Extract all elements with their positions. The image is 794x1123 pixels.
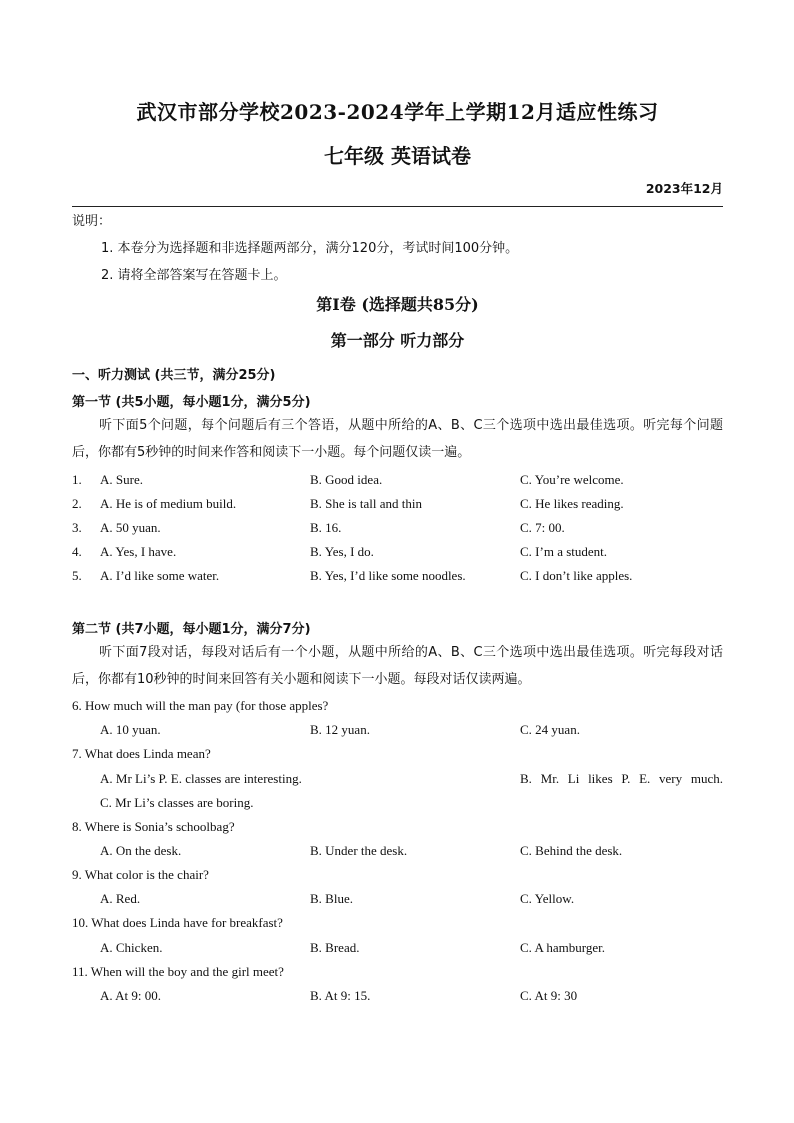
option-a: A. 10 yuan. bbox=[100, 722, 161, 737]
exam-title: 武汉市部分学校2023-2024学年上学期12月适应性练习 bbox=[136, 100, 659, 124]
question-7-options bbox=[72, 771, 723, 791]
option-a: A. 50 yuan. bbox=[100, 520, 161, 535]
sub-section-1-instructions: 听下面5个问题，每个问题后有三个答语，从题中所给的A、B、C三个选项中选出最佳选项。听完每个问题后，你都有5秒钟的时间来作答和阅读下一小题。每个问题仅读一遍。 bbox=[72, 418, 723, 460]
option-c: C. At 9: 30 bbox=[520, 988, 578, 1003]
question-11-text: 11. When will the boy and the girl meet? bbox=[72, 964, 284, 979]
exam-subtitle: 七年级 英语试卷 bbox=[324, 144, 471, 168]
option-a: A. Yes, I have. bbox=[100, 544, 177, 559]
question-7-text: 7. What does Linda mean? bbox=[72, 746, 211, 761]
option-b: B. 16. bbox=[310, 520, 342, 535]
option-a: A. Sure. bbox=[100, 472, 143, 487]
option-a: A. He is of medium build. bbox=[100, 496, 237, 511]
sub-section-1-heading: 第一节 (共5小题，每小题1分，满分5分) bbox=[72, 395, 311, 410]
exam-date: 2023年12月 bbox=[645, 181, 723, 196]
option-c: C. Mr Li’s classes are boring. bbox=[100, 795, 254, 810]
section-one-heading: 一、听力测试 (共三节，满分25分) bbox=[72, 368, 276, 383]
part-heading: 第一部分 听力部分 bbox=[330, 331, 465, 350]
option-b: B. Mr. Li likes P. E. very much. bbox=[520, 771, 723, 786]
question-10-text: 10. What does Linda have for breakfast? bbox=[72, 915, 283, 930]
question-7-options-cont bbox=[72, 795, 723, 815]
option-c: C. 7: 00. bbox=[520, 520, 565, 535]
sub-section-2-heading: 第二节 (共7小题，每小题1分，满分7分) bbox=[72, 622, 311, 637]
question-8-options bbox=[72, 843, 723, 863]
instruction-item-2: 2. 请将全部答案写在答题卡上。 bbox=[101, 268, 287, 283]
option-a: A. Mr Li’s P. E. classes are interesting. bbox=[100, 771, 302, 786]
question-row bbox=[72, 568, 723, 588]
option-b: B. Bread. bbox=[310, 940, 360, 955]
question-9-options bbox=[72, 891, 723, 911]
question-row bbox=[72, 496, 723, 516]
option-a: A. On the desk. bbox=[100, 843, 182, 858]
question-9-text: 9. What color is the chair? bbox=[72, 867, 209, 882]
question-8-text: 8. Where is Sonia’s schoolbag? bbox=[72, 819, 235, 834]
question-10-options bbox=[72, 940, 723, 960]
option-c: C. I’m a student. bbox=[520, 544, 608, 559]
option-c: C. You’re welcome. bbox=[520, 472, 624, 487]
header-divider bbox=[72, 206, 723, 207]
option-b: B. Good idea. bbox=[310, 472, 383, 487]
option-b: B. Blue. bbox=[310, 891, 353, 906]
question-number: 2. bbox=[72, 496, 82, 511]
sub-section-2-instructions: 听下面7段对话，每段对话后有一个小题，从题中所给的A、B、C三个选项中选出最佳选项。听完每段对话后，你都有10秒钟的时间来回答有关小题和阅读下一小题。每段对话仅读两遍。 bbox=[72, 645, 723, 687]
question-number: 5. bbox=[72, 568, 82, 583]
question-row bbox=[72, 520, 723, 540]
option-c: C. Behind the desk. bbox=[520, 843, 623, 858]
question-number: 4. bbox=[72, 544, 82, 559]
option-c: C. He likes reading. bbox=[520, 496, 624, 511]
option-a: A. Chicken. bbox=[100, 940, 163, 955]
option-a: A. I’d like some water. bbox=[100, 568, 220, 583]
option-c: C. I don’t like apples. bbox=[520, 568, 633, 583]
option-b: B. 12 yuan. bbox=[310, 722, 370, 737]
option-b: B. At 9: 15. bbox=[310, 988, 371, 1003]
volume-heading: 第I卷 (选择题共85分) bbox=[316, 295, 479, 314]
question-11-options bbox=[72, 988, 723, 1008]
option-c: C. A hamburger. bbox=[520, 940, 605, 955]
question-row bbox=[72, 544, 723, 564]
option-c: C. Yellow. bbox=[520, 891, 575, 906]
option-b: B. Under the desk. bbox=[310, 843, 408, 858]
option-b: B. Yes, I do. bbox=[310, 544, 374, 559]
option-b: B. Yes, I’d like some noodles. bbox=[310, 568, 466, 583]
question-number: 1. bbox=[72, 472, 82, 487]
question-row bbox=[72, 472, 723, 492]
option-a: A. Red. bbox=[100, 891, 141, 906]
option-a: A. At 9: 00. bbox=[100, 988, 162, 1003]
instruction-item-1: 1. 本卷分为选择题和非选择题两部分，满分120分，考试时间100分钟。 bbox=[101, 241, 519, 256]
option-c: C. 24 yuan. bbox=[520, 722, 580, 737]
question-6-options bbox=[72, 722, 723, 742]
question-6-text: 6. How much will the man pay (for those apples? bbox=[72, 698, 329, 713]
question-number: 3. bbox=[72, 520, 82, 535]
instructions-label: 说明： bbox=[72, 214, 112, 229]
option-b: B. She is tall and thin bbox=[310, 496, 422, 511]
